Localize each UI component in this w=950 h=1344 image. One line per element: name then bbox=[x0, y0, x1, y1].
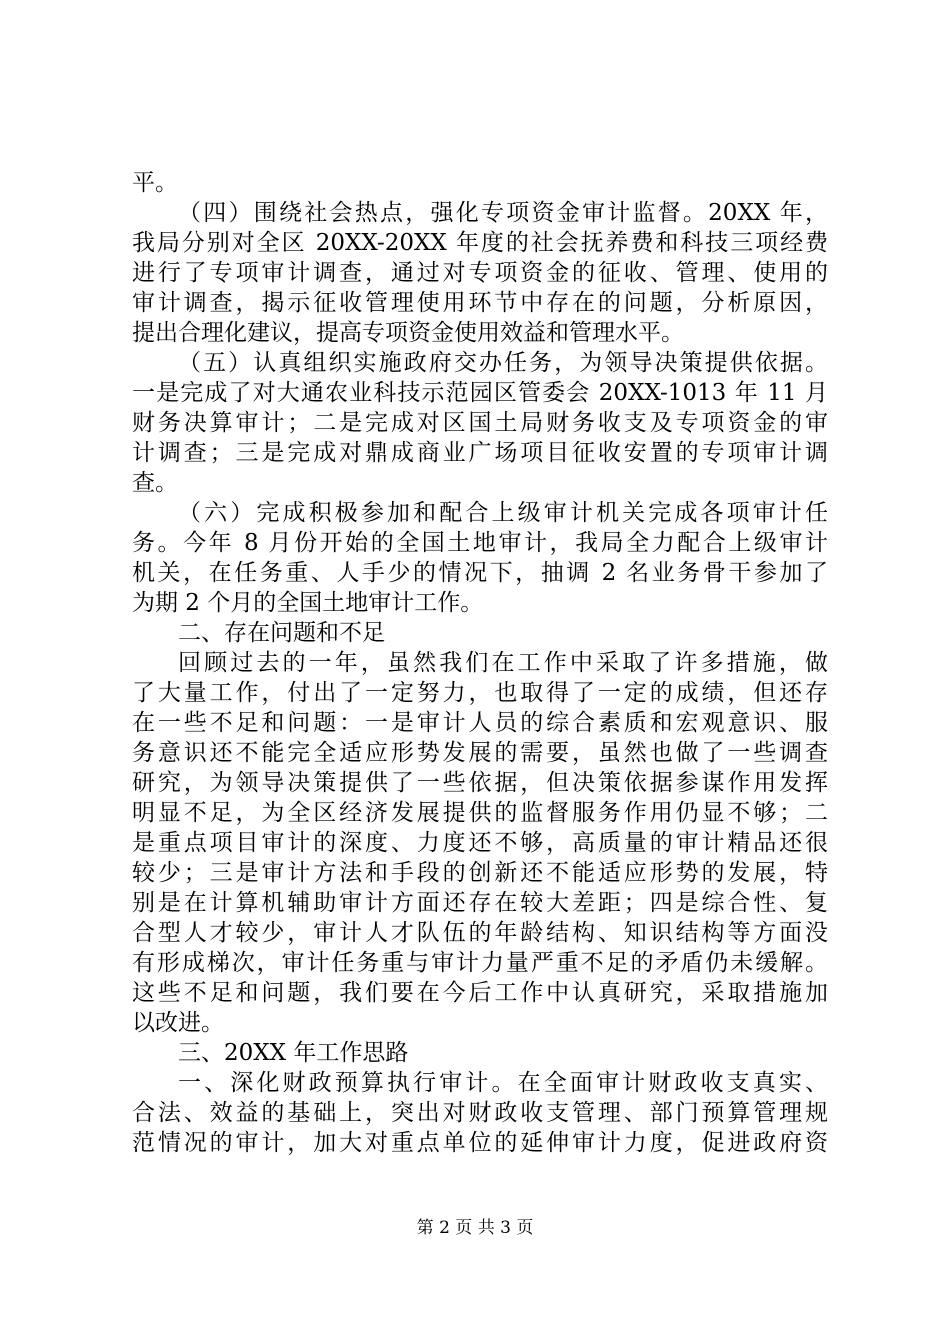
text-line: 我局分别对全区 20XX-20XX 年度的社会抚养费和科技三项经费 bbox=[132, 230, 828, 256]
document-body bbox=[132, 168, 828, 1158]
text-line: 合型人才较少，审计人才队伍的年龄结构、知识结构等方面没 bbox=[132, 920, 828, 946]
text-line: 务意识还不能完全适应形势发展的需要，虽然也做了一些调查 bbox=[132, 740, 828, 766]
text-line: 范情况的审计，加大对重点单位的延伸审计力度，促进政府资 bbox=[132, 1130, 828, 1156]
text-line: 这些不足和问题，我们要在今后工作中认真研究，采取措施加 bbox=[132, 980, 828, 1006]
text-line: 进行了专项审计调查，通过对专项资金的征收、管理、使用的 bbox=[132, 260, 828, 286]
text-line: 审计调查，揭示征收管理使用环节中存在的问题，分析原因， bbox=[132, 290, 828, 316]
text-line: （六）完成积极参加和配合上级审计机关完成各项审计任 bbox=[178, 500, 828, 526]
text-line: 回顾过去的一年，虽然我们在工作中采取了许多措施，做 bbox=[178, 650, 828, 676]
text-line: 务。今年 8 月份开始的全国土地审计，我局全力配合上级审计 bbox=[132, 530, 828, 556]
text-line: 为期 2 个月的全国土地审计工作。 bbox=[132, 590, 484, 616]
text-line: 以改进。 bbox=[132, 1010, 224, 1036]
text-line: 是重点项目审计的深度、力度还不够，高质量的审计精品还很 bbox=[132, 830, 828, 856]
text-line: 一是完成了对大通农业科技示范园区管委会 20XX-1013 年 11 月 bbox=[132, 380, 828, 406]
section-heading: 二、存在问题和不足 bbox=[178, 620, 385, 646]
text-line: 明显不足，为全区经济发展提供的监督服务作用仍显不够；二 bbox=[132, 800, 828, 826]
text-line: 机关，在任务重、人手少的情况下，抽调 2 名业务骨干参加了 bbox=[132, 560, 828, 586]
text-line: 有形成梯次，审计任务重与审计力量严重不足的矛盾仍未缓解。 bbox=[132, 950, 828, 976]
text-line: 较少；三是审计方法和手段的创新还不能适应形势的发展，特 bbox=[132, 860, 828, 886]
text-line: 别是在计算机辅助审计方面还存在较大差距；四是综合性、复 bbox=[132, 890, 828, 916]
text-line: 财务决算审计；二是完成对区国土局财务收支及专项资金的审 bbox=[132, 410, 828, 436]
text-line: 提出合理化建议，提高专项资金使用效益和管理水平。 bbox=[132, 320, 684, 346]
text-line: 研究，为领导决策提供了一些依据，但决策依据参谋作用发挥 bbox=[132, 770, 828, 796]
text-line: （四）围绕社会热点，强化专项资金审计监督。20XX 年， bbox=[178, 200, 828, 226]
text-line: 合法、效益的基础上，突出对财政收支管理、部门预算管理规 bbox=[132, 1100, 828, 1126]
text-line: 在一些不足和问题：一是审计人员的综合素质和宏观意识、服 bbox=[132, 710, 828, 736]
text-line: 计调查；三是完成对鼎成商业广场项目征收安置的专项审计调 bbox=[132, 440, 828, 466]
text-line: 查。 bbox=[132, 470, 178, 496]
text-line: 平。 bbox=[132, 170, 178, 196]
section-heading: 三、20XX 年工作思路 bbox=[178, 1040, 409, 1066]
text-line: （五）认真组织实施政府交办任务，为领导决策提供依据。 bbox=[178, 350, 828, 376]
text-line: 一、深化财政预算执行审计。在全面审计财政收支真实、 bbox=[178, 1070, 828, 1096]
text-line: 了大量工作，付出了一定努力，也取得了一定的成绩，但还存 bbox=[132, 680, 828, 706]
page-number-footer: 第 2 页 共 3 页 bbox=[416, 1218, 534, 1238]
